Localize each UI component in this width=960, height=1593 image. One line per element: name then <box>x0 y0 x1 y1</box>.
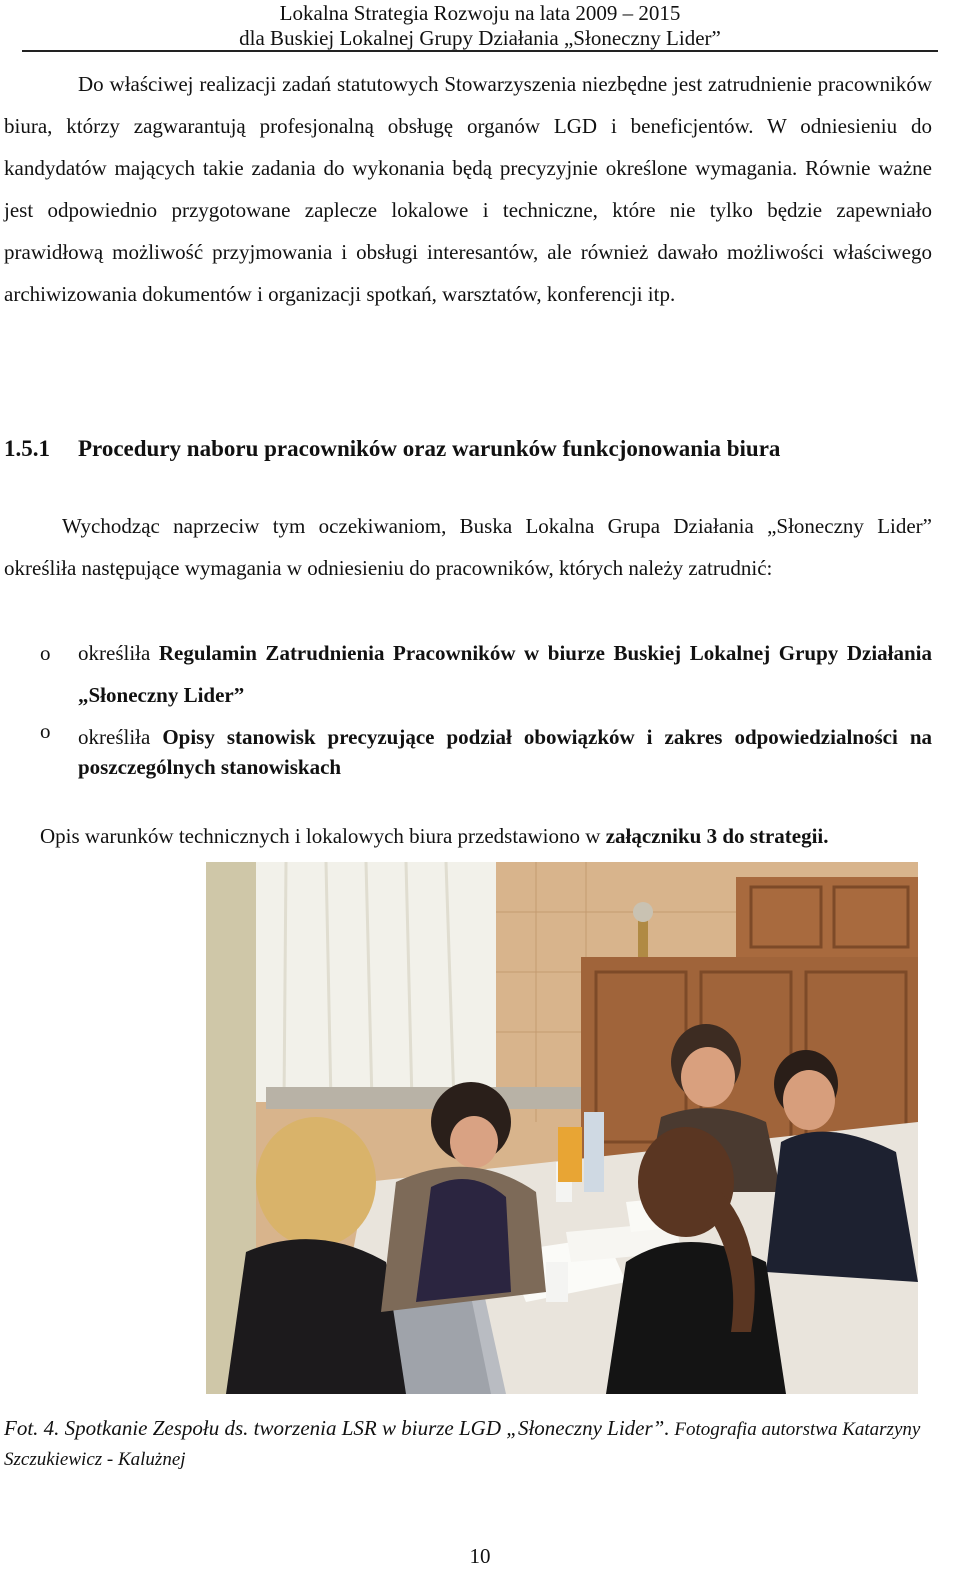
caption-main: Fot. 4. Spotkanie Zespołu ds. tworzenia LSR w biurze LGD „Słoneczny Lider”. <box>4 1416 670 1440</box>
attachment-reference: załączniku 3 do strategii. <box>605 824 829 848</box>
bullet-marker: o <box>40 719 51 743</box>
paragraph-attachment <box>4 815 932 857</box>
running-header <box>0 0 960 51</box>
header-line-1: Lokalna Strategia Rozwoju na lata 2009 – 2015 <box>279 1 681 25</box>
paragraph-requirements: Wychodząc naprzeciw tym oczekiwaniom, Buska Lokalna Grupa Działania „Słoneczny Lider” określiła następujące wymagania w odniesieniu do pracowników, których należy zatrudnić: <box>4 514 932 580</box>
bullet-lead: określiła <box>78 641 159 665</box>
bullet-text <box>78 632 932 716</box>
bullet-text <box>78 722 932 782</box>
bullet-marker: o <box>40 641 51 665</box>
bullet-item-2 <box>40 716 932 782</box>
page-number: 10 <box>469 1544 491 1568</box>
section-title: Procedury naboru pracowników oraz warunków funkcjonowania biura <box>78 436 781 461</box>
caption-credit: Fotografia autorstwa Katarzyny Szczukiewicz - Kalużnej <box>4 1419 921 1470</box>
meeting-photo-illustration <box>206 862 918 1394</box>
bullet-lead: określiła <box>78 725 163 749</box>
header-rule <box>22 50 938 52</box>
section-number: 1.5.1 <box>4 436 50 461</box>
bullet-bold: Opisy stanowisk precyzujące podział obowiązków i zakres odpowiedzialności na poszczególnych stanowiskach <box>78 725 932 779</box>
header-line-2: dla Buskiej Lokalnej Grupy Działania „Słoneczny Lider” <box>239 26 721 50</box>
meeting-photo <box>206 862 918 1394</box>
bullet-bold: Regulamin Zatrudnienia Pracowników w biurze Buskiej Lokalnej Grupy Działania „Słoneczny Lider” <box>78 641 933 707</box>
bullet-item-1 <box>40 632 932 716</box>
photo-caption <box>4 1414 934 1474</box>
attachment-text: Opis warunków technicznych i lokalowych biura przedstawiono w <box>40 824 606 848</box>
section-heading <box>4 432 780 466</box>
paragraph-staffing: Do właściwej realizacji zadań statutowych Stowarzyszenia niezbędne jest zatrudnienie pracowników biura, którzy zagwarantują profesjonalną obsługę organów LGD i beneficjentów. W odniesieniu do kandydatów mających takie zadania do wykonania będą precyzyjnie określone wymagania. Równie ważne jest odpowiednio przygotowane zaplecze lokalowe i techniczne, które nie tylko będzie zapewniało prawidłową możliwość przyjmowania i obsługi interesantów, ale również dawało możliwości właściwego archiwizowania dokumentów i organizacji spotkań, warsztatów, konferencji itp. <box>4 72 932 306</box>
